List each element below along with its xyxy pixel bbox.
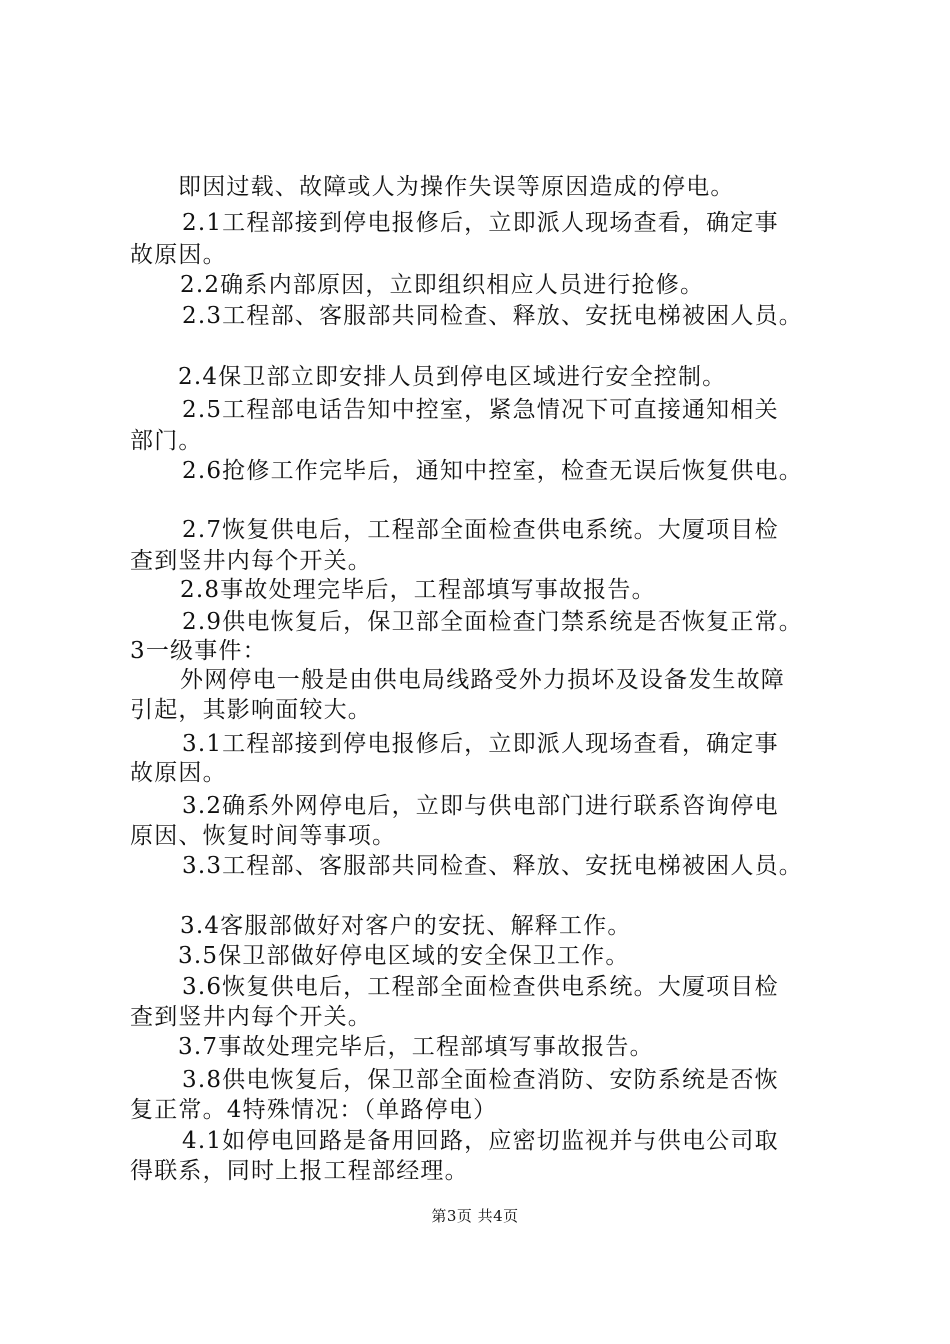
paragraph-line: 得联系，同时上报工程部经理。: [130, 1158, 469, 1184]
paragraph-line: 2.6抢修工作完毕后，通知中控室，检查无误后恢复供电。: [182, 458, 803, 484]
paragraph-line: 4.1如停电回路是备用回路，应密切监视并与供电公司取: [182, 1128, 779, 1154]
paragraph-line: 查到竖井内每个开关。: [130, 548, 372, 574]
paragraph-line: 查到竖井内每个开关。: [130, 1004, 372, 1030]
paragraph-line: 3.7事故处理完毕后，工程部填写事故报告。: [178, 1034, 654, 1060]
paragraph-line: 外网停电一般是由供电局线路受外力损坏及设备发生故障: [180, 667, 785, 693]
paragraph-line: 2.9供电恢复后，保卫部全面检查门禁系统是否恢复正常。: [182, 609, 803, 635]
paragraph-line: 复正常。4特殊情况：（单路停电）: [130, 1097, 498, 1123]
paragraph-line: 3.3工程部、客服部共同检查、释放、安抚电梯被困人员。: [182, 853, 803, 879]
paragraph-line: 原因、恢复时间等事项。: [130, 823, 397, 849]
paragraph-line: 故原因。: [130, 242, 227, 268]
paragraph-line: 2.5工程部电话告知中控室，紧急情况下可直接通知相关: [182, 397, 779, 423]
paragraph-line: 引起，其影响面较大。: [130, 697, 372, 723]
paragraph-line: 部门。: [130, 428, 203, 454]
paragraph-line: 3.2确系外网停电后，立即与供电部门进行联系咨询停电: [182, 793, 779, 819]
paragraph-line: 2.4保卫部立即安排人员到停电区域进行安全控制。: [178, 364, 727, 390]
section-heading: 3一级事件：: [130, 638, 267, 664]
paragraph-line: 3.5保卫部做好停电区域的安全保卫工作。: [178, 943, 630, 969]
paragraph-line: 3.4客服部做好对客户的安抚、解释工作。: [180, 913, 632, 939]
paragraph-line: 即因过载、故障或人为操作失误等原因造成的停电。: [178, 174, 735, 200]
paragraph-line: 3.6恢复供电后，工程部全面检查供电系统。大厦项目检: [182, 974, 779, 1000]
paragraph-line: 3.1工程部接到停电报修后，立即派人现场查看，确定事: [182, 731, 779, 757]
paragraph-line: 2.3工程部、客服部共同检查、释放、安抚电梯被困人员。: [182, 303, 803, 329]
paragraph-line: 2.2确系内部原因，立即组织相应人员进行抢修。: [180, 272, 705, 298]
paragraph-line: 2.8事故处理完毕后，工程部填写事故报告。: [180, 577, 656, 603]
page-number-footer: 第3页 共4页: [431, 1207, 519, 1225]
paragraph-line: 2.1工程部接到停电报修后，立即派人现场查看，确定事: [182, 210, 779, 236]
paragraph-line: 2.7恢复供电后，工程部全面检查供电系统。大厦项目检: [182, 517, 779, 543]
paragraph-line: 故原因。: [130, 760, 227, 786]
paragraph-line: 3.8供电恢复后，保卫部全面检查消防、安防系统是否恢: [182, 1067, 779, 1093]
